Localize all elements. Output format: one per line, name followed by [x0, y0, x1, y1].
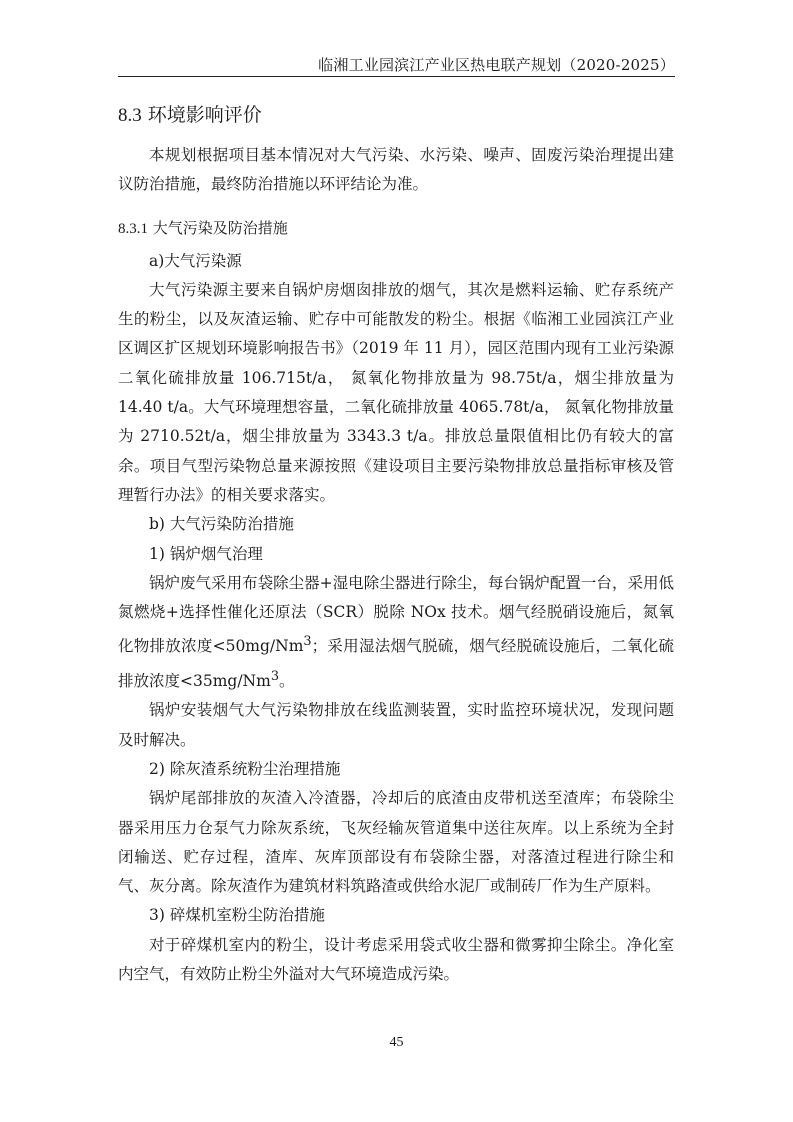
- subsection-heading: [118, 216, 674, 241]
- section-number: 8.3: [118, 105, 142, 126]
- subsection-number: 8.3.1: [118, 220, 148, 237]
- item-1-body-part-c: 。: [279, 672, 295, 691]
- item-1-body-2: 锅炉安装烟气大气污染物排放在线监测装置，实时监控环境状况，发现问题及时解决。: [118, 701, 674, 749]
- item-1-heading: 1) 锅炉烟气治理: [149, 544, 263, 563]
- page-number: 45: [389, 1035, 404, 1050]
- running-header: 临湘工业园滨江产业区热电联产规划（2020-2025）: [318, 56, 675, 74]
- section-heading: [118, 102, 674, 129]
- superscript-3: 3: [303, 634, 312, 650]
- item-2-body: 锅炉尾部排放的灰渣入冷渣器，冷却后的底渣由皮带机送至渣库；布袋除尘器采用压力仓泵气力除灰系统，飞灰经输灰管道集中送往灰库。以上系统为全封闭输送、贮存过程，渣库、灰库顶部设有布袋除尘器，对落渣过程进行除尘和气、灰分离。除灰渣作为建筑材料筑路渣或供给水泥厂或制砖厂作为生产原料。: [118, 789, 674, 896]
- superscript-3: 3: [270, 668, 280, 684]
- item-1-body-part-b: ；采用湿法烟气脱硫，烟气经脱硫设施后，二氧化硫排放浓度<35mg/Nm: [118, 637, 674, 691]
- item-2-heading: 2) 除灰渣系统粉尘治理措施: [149, 759, 341, 778]
- item-1-body-part-a: 锅炉废气采用布袋除尘器+湿电除尘器进行除尘，每台锅炉配置一台，采用低氮燃烧+选择性催化还原法（SCR）脱除 NOx 技术。烟气经脱硝设施后，氮氧化物排放浓度<50mg/Nm: [118, 573, 674, 656]
- heading-a: a)大气污染源: [149, 251, 242, 270]
- subsection-title: 大气污染及防治措施: [152, 218, 288, 237]
- paragraph-a-body: 大气污染源主要来自锅炉房烟囱排放的烟气，其次是燃料运输、贮存系统产生的粉尘，以及灰渣运输、贮存中可能散发的粉尘。根据《临湘工业园滨江产业区调区扩区规划环境影响报告书》（2019 年 11 月），园区范围内现有工业污染源二氧化硫排放量 106.715t/a， 氮氧化物排放量为 98.75t/a，烟尘排放量为 14.40 t/a。大气环境理想容量，二氧化硫排放量 4065.78t/a， 氮氧化物排放量为 2710.52t/a，烟尘排放量为 3343.3 t/a。排放总量限值相比仍有较大的富余。项目气型污染物总量来源按照《建设项目主要污染物排放总量指标审核及管理暂行办法》的相关要求落实。: [118, 280, 674, 504]
- section-title: 环境影响评价: [147, 104, 262, 126]
- item-3-body: 对于碎煤机室内的粉尘，设计考虑采用袋式收尘器和微雾抑尘除尘。净化室内空气，有效防止粉尘外溢对大气环境造成污染。: [118, 935, 674, 984]
- section-intro: 本规划根据项目基本情况对大气污染、水污染、噪声、固废污染治理提出建议防治措施，最终防治措施以环评结论为准。: [118, 146, 674, 194]
- header-divider: [118, 76, 675, 77]
- page-content: [118, 90, 674, 989]
- heading-b: b) 大气污染防治措施: [149, 515, 294, 534]
- item-1-body: [118, 569, 674, 697]
- item-3-heading: 3) 碎煤机室粉尘防治措施: [149, 906, 325, 925]
